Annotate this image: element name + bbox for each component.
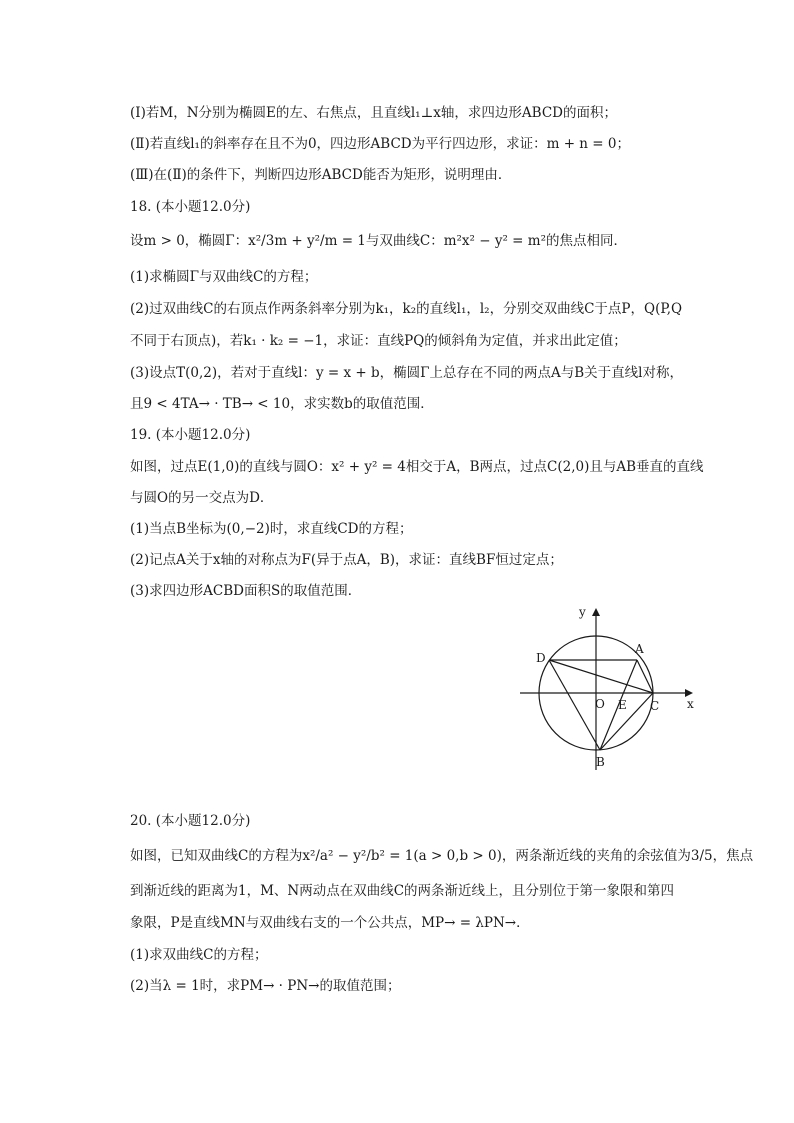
q19-intro-line1: 如图，过点E(1,0)的直线与圆O：x² + y² = 4相交于A，B两点，过点C(2,0)且与AB垂直的直线 bbox=[130, 459, 704, 475]
q20-intro-line1: 如图，已知双曲线C的方程为x²/a² − y²/b² = 1(a > 0,b > 0)，两条渐近线的夹角的余弦值为3/5，焦点 bbox=[130, 848, 754, 864]
label-a: A bbox=[635, 642, 644, 656]
circle-figure bbox=[515, 600, 700, 775]
q18-part3-line2: 且9 < 4TA→ · TB→ < 10，求实数b的取值范围． bbox=[130, 396, 434, 412]
q19-part2: (2)记点A关于x轴的对称点为F(异于点A，B)，求证：直线BF恒过定点； bbox=[130, 552, 563, 568]
q18-part2-line1: (2)过双曲线C的右顶点作两条斜率分别为k₁，k₂的直线l₁，l₂，分别交双曲线C于点P，Q(P,Q bbox=[130, 301, 683, 317]
q19-part1: (1)当点B坐标为(0,−2)时，求直线CD的方程； bbox=[130, 521, 413, 537]
q20-header: 20. (本小题12.0分) bbox=[130, 813, 251, 829]
label-d: D bbox=[536, 651, 546, 665]
q17-part3: (Ⅲ)在(Ⅱ)的条件下，判断四边形ABCD能否为矩形，说明理由． bbox=[130, 167, 512, 183]
x-axis-arrow-icon bbox=[685, 689, 693, 697]
label-c: C bbox=[650, 699, 660, 713]
q18-intro: 设m > 0，椭圆Γ：x²/3m + y²/m = 1与双曲线C：m²x² − y² = m²的焦点相同． bbox=[130, 233, 627, 249]
q17-part2: (Ⅱ)若直线l₁的斜率存在且不为0，四边形ABCD为平行四边形，求证：m + n = 0； bbox=[130, 136, 630, 152]
q19-part3: (3)求四边形ACBD面积S的取值范围． bbox=[130, 583, 362, 599]
q20-intro-line3: 象限，P是直线MN与双曲线右支的一个公共点，MP→ = λPN→． bbox=[130, 915, 530, 931]
q18-part3-line1: (3)设点T(0,2)，若对于直线l：y = x + b，椭圆Γ上总存在不同的两点A与B关于直线l对称， bbox=[130, 365, 683, 381]
q18-part2-line2: 不同于右顶点)，若k₁ · k₂ = −1，求证：直线PQ的倾斜角为定值，并求出此定值； bbox=[130, 333, 627, 349]
label-o: O bbox=[595, 697, 605, 711]
q19-intro-line2: 与圆O的另一交点为D． bbox=[130, 490, 274, 506]
q18-header: 18. (本小题12.0分) bbox=[130, 199, 251, 215]
q20-part2: (2)当λ = 1时，求PM→ · PN→的取值范围； bbox=[130, 978, 401, 994]
q17-part1: (Ⅰ)若M，N分别为椭圆E的左、右焦点，且直线l₁⊥x轴，求四边形ABCD的面积； bbox=[130, 105, 617, 121]
label-b: B bbox=[596, 755, 605, 769]
q20-part1: (1)求双曲线C的方程； bbox=[130, 947, 268, 963]
label-e: E bbox=[618, 698, 627, 712]
y-axis-arrow-icon bbox=[592, 608, 600, 616]
label-y: y bbox=[579, 605, 586, 619]
q18-part1: (1)求椭圆Γ与双曲线C的方程； bbox=[130, 269, 318, 285]
q19-header: 19. (本小题12.0分) bbox=[130, 427, 251, 443]
label-x: x bbox=[687, 697, 694, 711]
q20-intro-line2: 到渐近线的距离为1，M、N两动点在双曲线C的两条渐近线上，且分别位于第一象限和第四 bbox=[130, 883, 675, 899]
